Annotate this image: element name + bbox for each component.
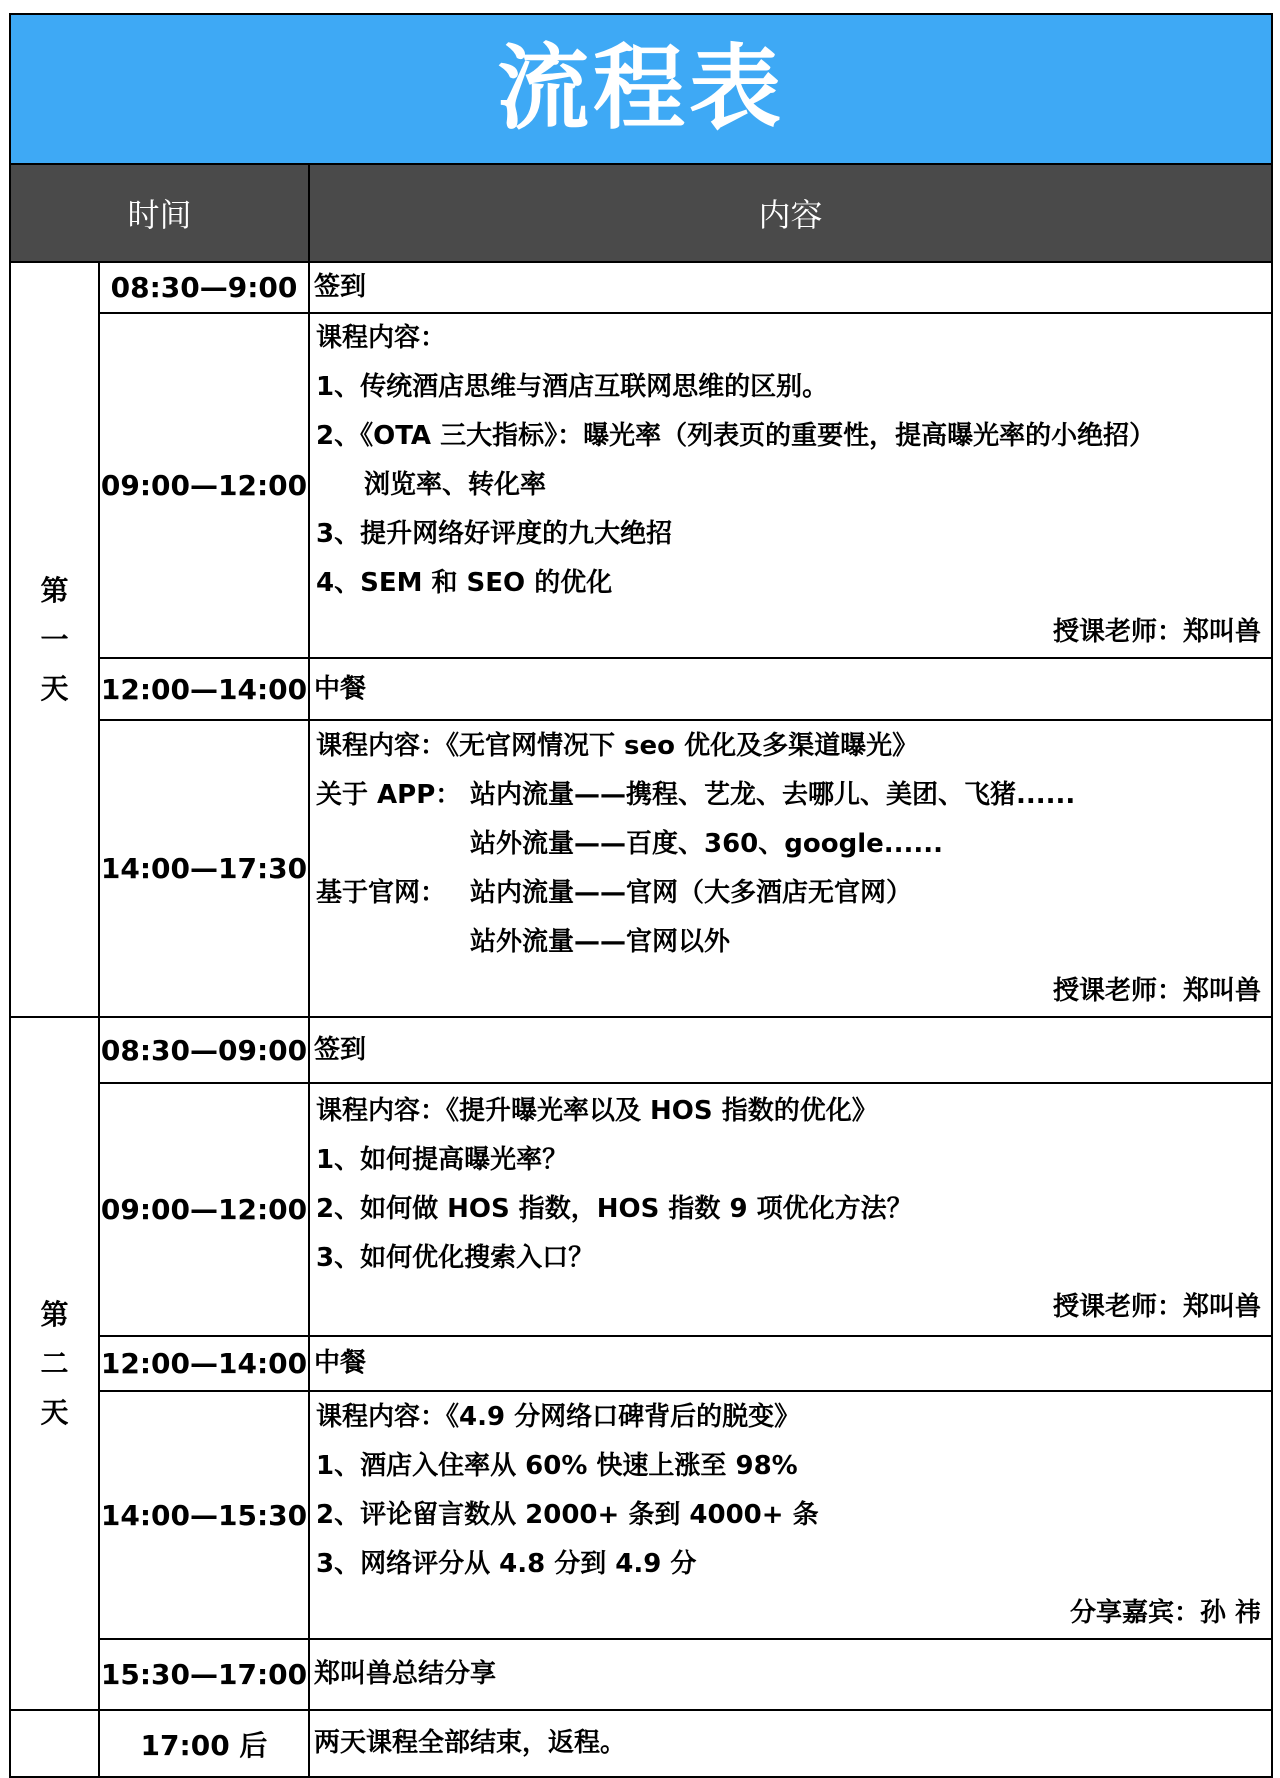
content-line: 3、提升网络好评度的九大绝招 (316, 519, 673, 549)
title-banner (10, 14, 1272, 164)
content-cell (309, 313, 1272, 658)
time-cell: 08:30—9:00 (99, 262, 309, 313)
sub-label: 关于 APP： (316, 779, 462, 810)
time-cell: 17:00 后 (99, 1710, 309, 1777)
time-cell: 15:30—17:00 (99, 1639, 309, 1710)
header-content: 内容 (309, 164, 1272, 262)
day-label-char: 天 (40, 1396, 69, 1429)
time-cell: 08:30—09:00 (99, 1017, 309, 1083)
content-line: 签到 (314, 1034, 367, 1065)
guest-credit: 分享嘉宾：孙 祎 (1069, 1597, 1261, 1628)
content-line: 1、传统酒店思维与酒店互联网思维的区别。 (316, 372, 829, 402)
time-cell: 12:00—14:00 (99, 658, 309, 720)
content-line: 两天课程全部结束，返程。 (314, 1728, 627, 1758)
content-cell (309, 1017, 1272, 1083)
sub-label: 基于官网： (316, 877, 447, 908)
content-cell (309, 658, 1272, 720)
sub-text: 站内流量——官网（大多酒店无官网） (470, 877, 913, 908)
content-line: 课程内容：《4.9 分网络口碑背后的脱变》 (316, 1401, 801, 1432)
day-label-2 (10, 1017, 99, 1710)
content-line: 2、评论留言数从 2000+ 条到 4000+ 条 (316, 1499, 819, 1530)
content-line: 站外流量——百度、360、google...... (470, 828, 944, 859)
content-cell (309, 1391, 1272, 1639)
content-line: 浏览率、转化率 (364, 470, 547, 500)
day-label-char: 第 (40, 574, 69, 607)
content-line: 课程内容：《提升曝光率以及 HOS 指数的优化》 (316, 1096, 878, 1126)
teacher-credit: 授课老师：郑叫兽 (1052, 1292, 1261, 1322)
day-label-char: 二 (40, 1347, 69, 1380)
day-label-1 (10, 262, 99, 1017)
content-cell (309, 1336, 1272, 1391)
teacher-credit: 授课老师：郑叫兽 (1052, 975, 1261, 1006)
content-line: 2、如何做 HOS 指数，HOS 指数 9 项优化方法？ (316, 1194, 913, 1224)
teacher-credit: 授课老师：郑叫兽 (1052, 617, 1261, 647)
content-line: 2、《OTA 三大指标》：曝光率（列表页的重要性，提高曝光率的小绝招） (316, 421, 1156, 451)
content-line: 郑叫兽总结分享 (314, 1659, 497, 1689)
content-line: 3、如何优化搜索入口？ (316, 1243, 595, 1273)
header-time: 时间 (10, 164, 309, 262)
sub-text: 站内流量——携程、艺龙、去哪儿、美团、飞猪...... (470, 779, 1076, 810)
time-cell: 09:00—12:00 (99, 1083, 309, 1336)
content-line (316, 869, 1265, 918)
day-label-char: 一 (40, 623, 69, 656)
content-line: 签到 (314, 272, 367, 302)
content-line: 1、如何提高曝光率？ (316, 1145, 569, 1175)
day-label-char: 天 (40, 672, 69, 705)
content-line: 4、SEM 和 SEO 的优化 (316, 568, 613, 598)
content-cell (309, 1710, 1272, 1777)
content-cell (309, 262, 1272, 313)
content-cell (309, 720, 1272, 1017)
content-line (316, 771, 1265, 820)
content-cell (309, 1639, 1272, 1710)
empty-day-cell (10, 1710, 99, 1777)
content-line: 课程内容：《无官网情况下 seo 优化及多渠道曝光》 (316, 730, 919, 761)
content-line: 站外流量——官网以外 (470, 926, 731, 957)
content-cell (309, 1083, 1272, 1336)
time-cell: 12:00—14:00 (99, 1336, 309, 1391)
content-line: 中餐 (314, 1348, 367, 1378)
time-cell: 14:00—15:30 (99, 1391, 309, 1639)
schedule-table (9, 13, 1273, 1778)
content-line: 中餐 (314, 673, 367, 704)
content-line: 1、酒店入住率从 60% 快速上涨至 98% (316, 1450, 798, 1481)
day-label-char: 第 (40, 1298, 69, 1331)
time-cell: 09:00—12:00 (99, 313, 309, 658)
content-line: 3、网络评分从 4.8 分到 4.9 分 (316, 1548, 697, 1579)
page-title: 流程表 (496, 35, 785, 142)
time-cell: 14:00—17:30 (99, 720, 309, 1017)
content-line: 课程内容： (316, 323, 447, 353)
